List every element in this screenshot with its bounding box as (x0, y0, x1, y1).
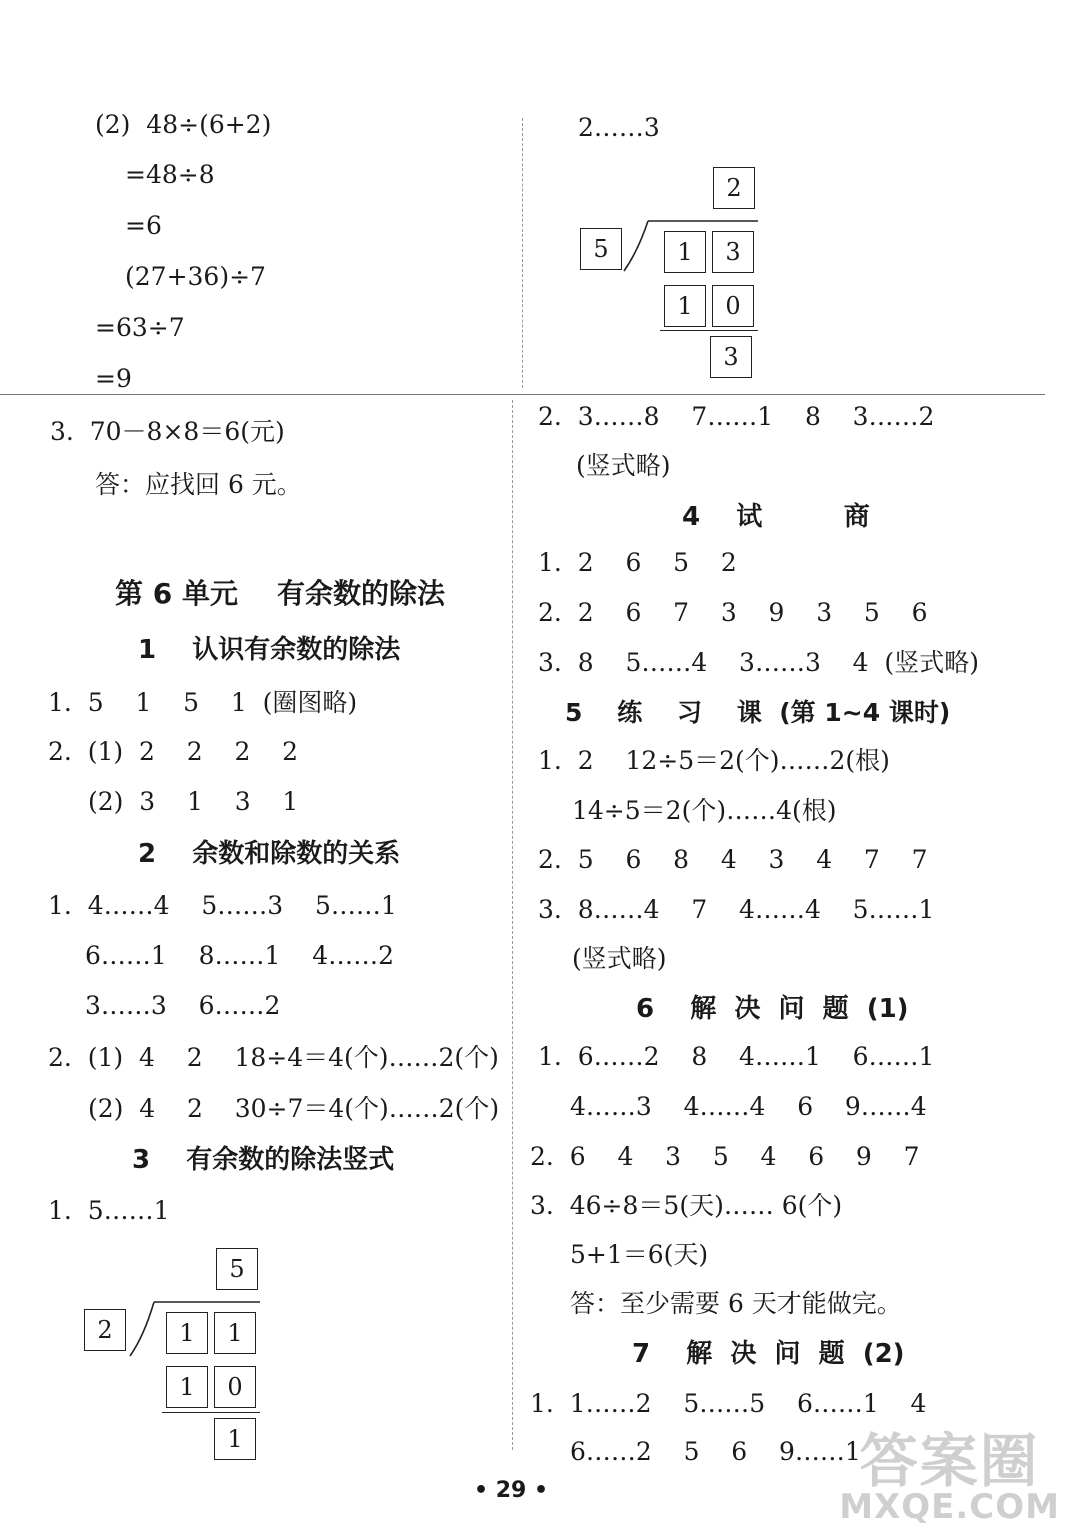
sec7-line-2: 6……2 5 6 9……1 (570, 1437, 861, 1466)
dividend-digit-2: 3 (712, 231, 754, 273)
product-digit-2: 0 (712, 285, 754, 327)
section-3-title: 3 有余数的除法竖式 (132, 1145, 395, 1175)
dividend-digit-1: 1 (664, 231, 706, 273)
sec5-line-4: 3. 8……4 7 4……4 5……1 (538, 895, 935, 924)
quotient-box: 2 (713, 167, 755, 209)
left-line-6: =9 (95, 364, 132, 393)
divisor-box: 2 (84, 1309, 126, 1351)
sec4-line-1: 1. 2 6 5 2 (538, 548, 737, 577)
column-divider-top (522, 118, 523, 388)
remainder-box: 1 (214, 1418, 256, 1460)
section-2-title: 2 余数和除数的关系 (138, 839, 401, 869)
sec1-line-3: (2) 3 1 3 1 (88, 787, 299, 816)
section-1-title: 1 认识有余数的除法 (138, 635, 401, 665)
sec6-line-4: 3. 46÷8＝5(天)…… 6(个) (530, 1191, 843, 1220)
sec6-line-3: 2. 6 4 3 5 4 6 9 7 (530, 1142, 920, 1171)
sec2-line-1: 1. 4……4 5……3 5……1 (48, 891, 397, 920)
sec5-line-3: 2. 5 6 8 4 3 4 7 7 (538, 845, 928, 874)
sec4-line-3: 3. 8 5……4 3……3 4 (竖式略) (538, 648, 979, 677)
right-top-line: 2……3 (578, 113, 660, 142)
left-answer: 答：应找回 6 元。 (95, 470, 302, 499)
dividend-digit-1: 1 (166, 1312, 208, 1354)
section-5-title: 5 练 习 课 (第 1~4 课时) (565, 698, 951, 727)
sec1-line-2: 2. (1) 2 2 2 2 (48, 737, 299, 766)
watermark (839, 1427, 1060, 1527)
section-4-title: 4 试 商 (682, 502, 870, 532)
sec6-line-2: 4……3 4……4 6 9……4 (570, 1092, 927, 1121)
unit-title: 第 6 单元 有余数的除法 (115, 577, 445, 610)
left-line-7: 3. 70－8×8＝6(元) (50, 417, 285, 446)
section-6-title: 6 解 决 问 题 (1) (636, 994, 909, 1024)
section-7-title: 7 解 决 问 题 (2) (632, 1339, 905, 1369)
left-line-4: (27+36)÷7 (125, 262, 266, 291)
fold-line (0, 394, 1045, 395)
sec6-line-5: 5+1＝6(天) (570, 1240, 709, 1269)
watermark-chinese: 答案圈 (859, 1427, 1040, 1495)
product-digit-1: 1 (166, 1366, 208, 1408)
quotient-box: 5 (216, 1248, 258, 1290)
sec1-line-1: 1. 5 1 5 1 (圈图略) (48, 688, 358, 717)
sec2-line-4: 2. (1) 4 2 18÷4＝4(个)……2(个) (48, 1043, 499, 1072)
sec5-line-5: (竖式略) (572, 944, 667, 973)
left-line-1: (2) 48÷(6+2) (95, 110, 272, 139)
sec2-line-2: 6……1 8……1 4……2 (85, 941, 395, 970)
page-number: • 29 • (474, 1478, 549, 1503)
sec2-line-3: 3……3 6……2 (85, 991, 281, 1020)
left-line-5: =63÷7 (95, 313, 185, 342)
column-divider-bottom (512, 400, 513, 1450)
sec5-line-1: 1. 2 12÷5＝2(个)……2(根) (538, 746, 890, 775)
sec2-line-5: (2) 4 2 30÷7＝4(个)……2(个) (88, 1094, 500, 1123)
left-line-2: =48÷8 (125, 160, 215, 189)
product-digit-2: 0 (214, 1366, 256, 1408)
sec3-line-1: 1. 5……1 (48, 1196, 170, 1225)
sec6-answer: 答：至少需要 6 天才能做完。 (570, 1289, 902, 1318)
right-line-a2: (竖式略) (576, 451, 671, 480)
sec5-line-2: 14÷5＝2(个)……4(根) (572, 796, 837, 825)
left-line-3: =6 (125, 211, 162, 240)
sec7-line-1: 1. 1……2 5……5 6……1 4 (530, 1389, 927, 1418)
subtraction-line (660, 330, 758, 331)
sec4-line-2: 2. 2 6 7 3 9 3 5 6 (538, 598, 928, 627)
right-line-a1: 2. 3……8 7……1 8 3……2 (538, 402, 935, 431)
product-digit-1: 1 (664, 285, 706, 327)
sec6-line-1: 1. 6……2 8 4……1 6……1 (538, 1042, 935, 1071)
divisor-box: 5 (580, 228, 622, 270)
dividend-digit-2: 1 (214, 1312, 256, 1354)
remainder-box: 3 (710, 336, 752, 378)
watermark-english: MXQE.COM (839, 1487, 1060, 1527)
subtraction-line (162, 1412, 260, 1413)
